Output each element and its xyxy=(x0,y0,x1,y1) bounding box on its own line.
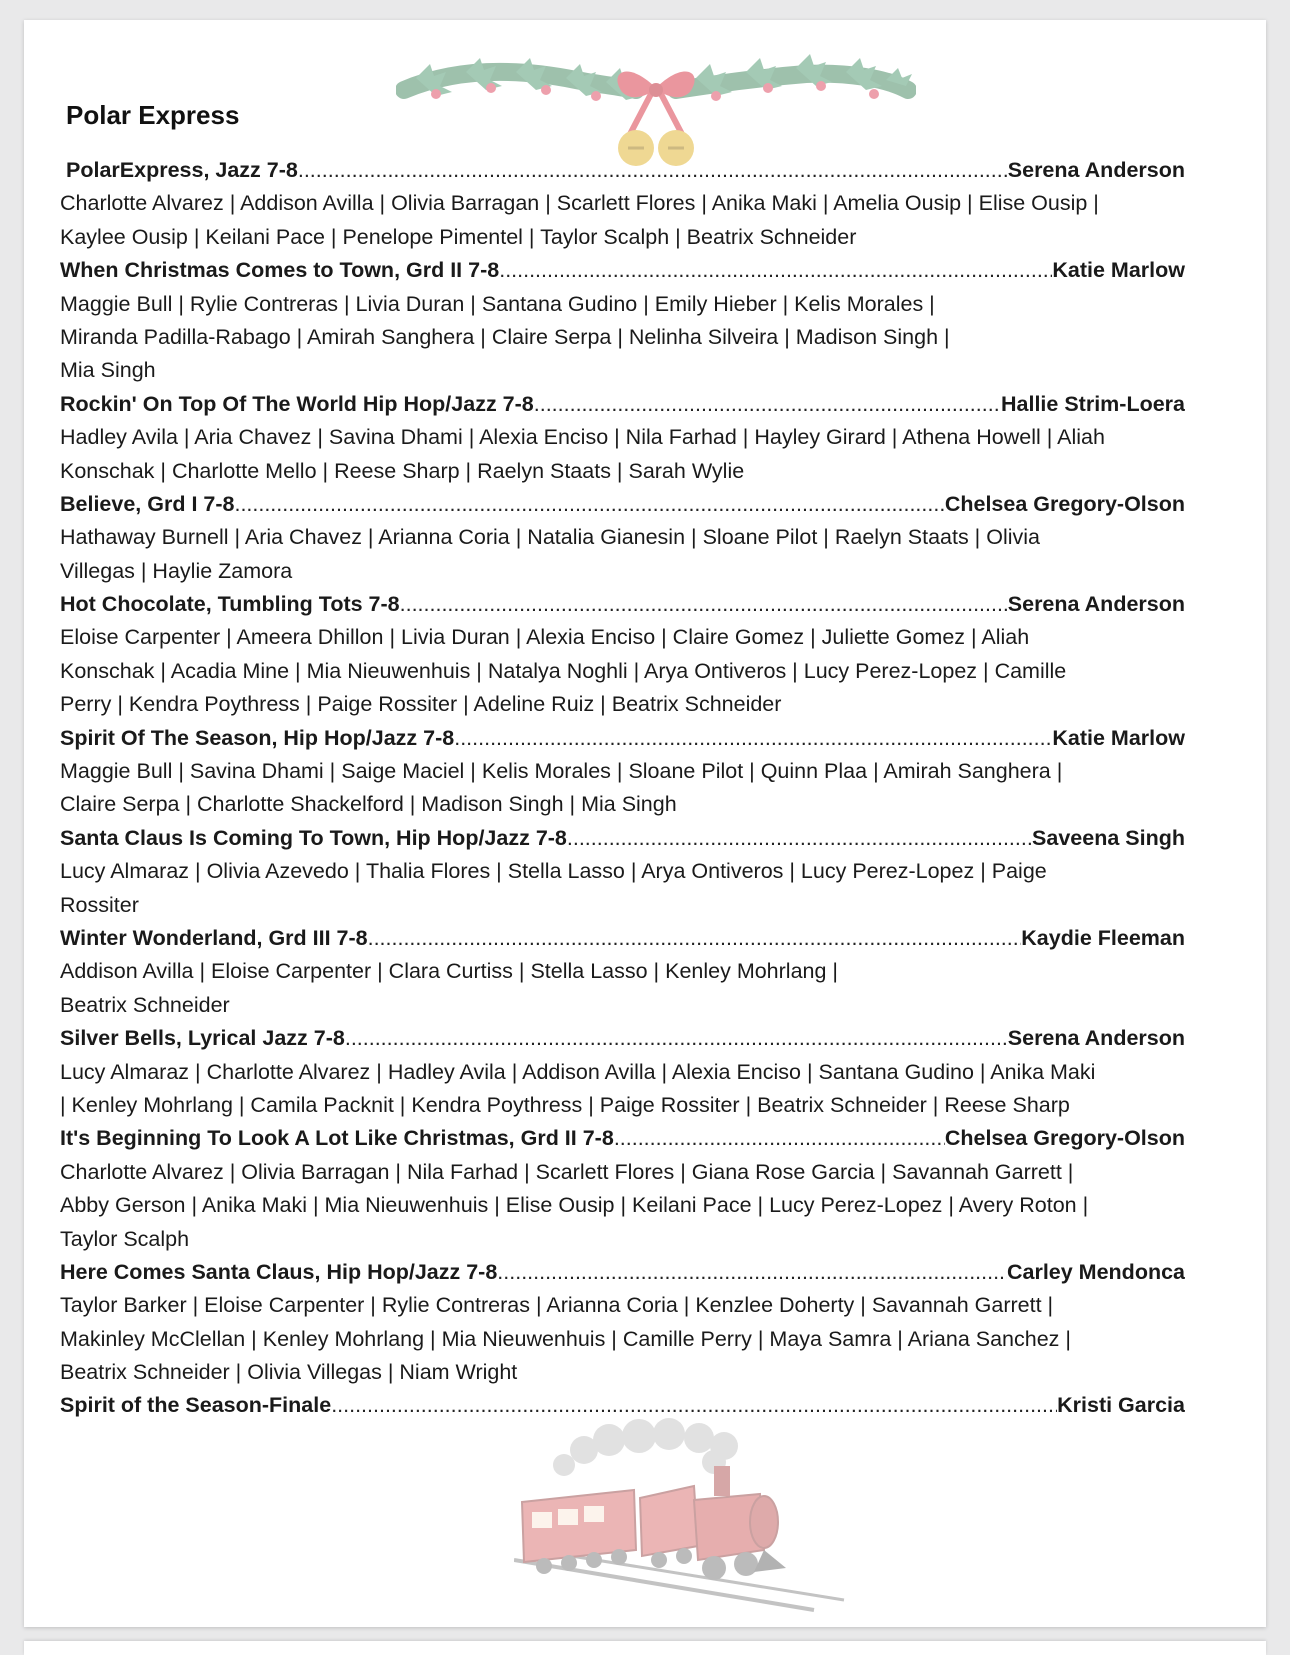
dancer-list-line: Mia Singh xyxy=(60,358,156,383)
routine-title: Spirit Of The Season, Hip Hop/Jazz 7-8 xyxy=(60,725,455,750)
routine-title: Rockin' On Top Of The World Hip Hop/Jazz 7-8 xyxy=(60,391,534,416)
routine-title: When Christmas Comes to Town, Grd II 7-8 xyxy=(60,258,500,283)
page-title: Polar Express xyxy=(66,100,240,130)
dancer-list-line: Rossiter xyxy=(60,892,139,917)
routine-title: PolarExpress, Jazz 7-8 xyxy=(66,158,298,182)
routine-title-line xyxy=(60,722,1185,755)
routine-title: Hot Chocolate, Tumbling Tots 7-8 xyxy=(60,592,400,617)
dot-leader xyxy=(298,154,1008,187)
dot-leader xyxy=(368,922,1022,955)
dancer-list-line: Charlotte Alvarez | Addison Avilla | Olivia Barragan | Scarlett Flores | Anika Maki | Amelia Ousip | Elise Ousip | xyxy=(60,191,1099,216)
dancer-list-line: Maggie Bull | Rylie Contreras | Livia Duran | Santana Gudino | Emily Hieber | Kelis Morales | xyxy=(60,291,935,316)
routine-title: Spirit of the Season-Finale xyxy=(60,1393,332,1418)
routine-title-line xyxy=(60,388,1185,421)
dancer-list-line: Hadley Avila | Aria Chavez | Savina Dhami | Alexia Enciso | Nila Farhad | Hayley Girard | Athena Howell | Aliah xyxy=(60,425,1105,450)
dancer-list-line: Claire Serpa | Charlotte Shackelford | Madison Singh | Mia Singh xyxy=(60,792,677,817)
dancer-list-line: Perry | Kendra Poythress | Paige Rossiter | Adeline Ruiz | Beatrix Schneider xyxy=(60,692,782,717)
routine-title-line xyxy=(60,488,1185,521)
routine-title-line xyxy=(60,922,1185,955)
dancer-list-line: Lucy Almaraz | Olivia Azevedo | Thalia Flores | Stella Lasso | Arya Ontiveros | Lucy Perez-Lopez | Paige xyxy=(60,859,1047,884)
routine-title: It's Beginning To Look A Lot Like Christmas, Grd II 7-8 xyxy=(60,1126,614,1151)
choreographer-name: Serena Anderson xyxy=(1007,592,1185,617)
dot-leader xyxy=(234,488,944,521)
dancer-list-line: Taylor Barker | Eloise Carpenter | Rylie Contreras | Arianna Coria | Kenzlee Doherty | Savannah Garrett | xyxy=(60,1293,1054,1318)
routine-title-line xyxy=(60,154,1185,187)
choreographer-name: Saveena Singh xyxy=(1032,825,1185,850)
routine-title-line xyxy=(60,822,1185,855)
routine-title-line xyxy=(60,588,1185,621)
routine-title-line xyxy=(60,1122,1185,1155)
dot-leader xyxy=(499,254,1052,287)
routine-title: Santa Claus Is Coming To Town, Hip Hop/Jazz 7-8 xyxy=(60,825,567,850)
dot-leader xyxy=(497,1256,1007,1289)
choreographer-name: Chelsea Gregory-Olson xyxy=(944,491,1185,516)
dot-leader xyxy=(400,588,1008,621)
choreographer-name: Serena Anderson xyxy=(1007,1026,1185,1051)
routine-title-line xyxy=(60,1022,1185,1055)
choreographer-name: Carley Mendonca xyxy=(1006,1259,1185,1284)
dancer-list-line: Addison Avilla | Eloise Carpenter | Clara Curtiss | Stella Lasso | Kenley Mohrlang | xyxy=(60,959,839,984)
dancer-list-line: Abby Gerson | Anika Maki | Mia Nieuwenhuis | Elise Ousip | Keilani Pace | Lucy Perez-Lopez | Avery Roton | xyxy=(60,1193,1089,1218)
dancer-list-line: Lucy Almaraz | Charlotte Alvarez | Hadley Avila | Addison Avilla | Alexia Enciso | Santana Gudino | Anika Maki xyxy=(60,1059,1096,1084)
choreographer-name: Chelsea Gregory-Olson xyxy=(944,1126,1185,1151)
dot-leader xyxy=(534,388,1001,421)
dancer-list-line: Villegas | Haylie Zamora xyxy=(60,558,293,583)
dancer-list-line: Charlotte Alvarez | Olivia Barragan | Nila Farhad | Scarlett Flores | Giana Rose Garcia | Savannah Garrett | xyxy=(60,1159,1074,1184)
dancer-list-line: | Kenley Mohrlang | Camila Packnit | Kendra Poythress | Paige Rossiter | Beatrix Schneider | Reese Sharp xyxy=(60,1092,1070,1117)
dot-leader xyxy=(454,722,1052,755)
routine-title: Believe, Grd I 7-8 xyxy=(60,491,235,516)
dot-leader xyxy=(345,1022,1008,1055)
program-page xyxy=(24,20,1266,1627)
routine-title: Here Comes Santa Claus, Hip Hop/Jazz 7-8 xyxy=(60,1259,498,1284)
choreographer-name: Katie Marlow xyxy=(1052,725,1185,750)
dancer-list-line: Makinley McClellan | Kenley Mohrlang | Mia Nieuwenhuis | Camille Perry | Maya Samra | Ariana Sanchez | xyxy=(60,1326,1071,1351)
routine-title-line xyxy=(60,254,1185,287)
dancer-list-line: Kaylee Ousip | Keilani Pace | Penelope Pimentel | Taylor Scalph | Beatrix Schneider xyxy=(60,224,857,249)
dancer-list-line: Miranda Padilla-Rabago | Amirah Sanghera | Claire Serpa | Nelinha Silveira | Madison Singh | xyxy=(60,324,950,349)
dot-leader xyxy=(567,822,1032,855)
choreographer-name: Kaydie Fleeman xyxy=(1021,925,1185,950)
choreographer-name: Kristi Garcia xyxy=(1057,1393,1185,1418)
dancer-list-line: Konschak | Acadia Mine | Mia Nieuwenhuis | Natalya Noghli | Arya Ontiveros | Lucy Perez-Lopez | Camille xyxy=(60,658,1067,683)
dancer-list-line: Taylor Scalph xyxy=(60,1226,190,1251)
choreographer-name: Serena Anderson xyxy=(1007,158,1185,182)
routine-title: Winter Wonderland, Grd III 7-8 xyxy=(60,925,368,950)
routine-list xyxy=(60,154,1185,1423)
dancer-list-line: Hathaway Burnell | Aria Chavez | Arianna Coria | Natalia Gianesin | Sloane Pilot | Raelyn Staats | Olivia xyxy=(60,525,1040,550)
dancer-list-line: Eloise Carpenter | Ameera Dhillon | Livia Duran | Alexia Enciso | Claire Gomez | Juliette Gomez | Aliah xyxy=(60,625,1030,650)
dancer-list-line: Beatrix Schneider | Olivia Villegas | Niam Wright xyxy=(60,1360,518,1385)
steam-train-icon xyxy=(514,1410,854,1620)
choreographer-name: Hallie Strim-Loera xyxy=(1001,391,1185,416)
dot-leader xyxy=(614,1122,945,1155)
dancer-list-line: Beatrix Schneider xyxy=(60,992,230,1017)
choreographer-name: Katie Marlow xyxy=(1052,258,1185,283)
dancer-list-line: Maggie Bull | Savina Dhami | Saige Maciel | Kelis Morales | Sloane Pilot | Quinn Plaa | Amirah Sanghera | xyxy=(60,759,1063,784)
next-page-edge xyxy=(24,1641,1266,1655)
routine-title: Silver Bells, Lyrical Jazz 7-8 xyxy=(60,1026,345,1051)
routine-title-line xyxy=(60,1256,1185,1289)
dancer-list-line: Konschak | Charlotte Mello | Reese Sharp | Raelyn Staats | Sarah Wylie xyxy=(60,458,745,483)
